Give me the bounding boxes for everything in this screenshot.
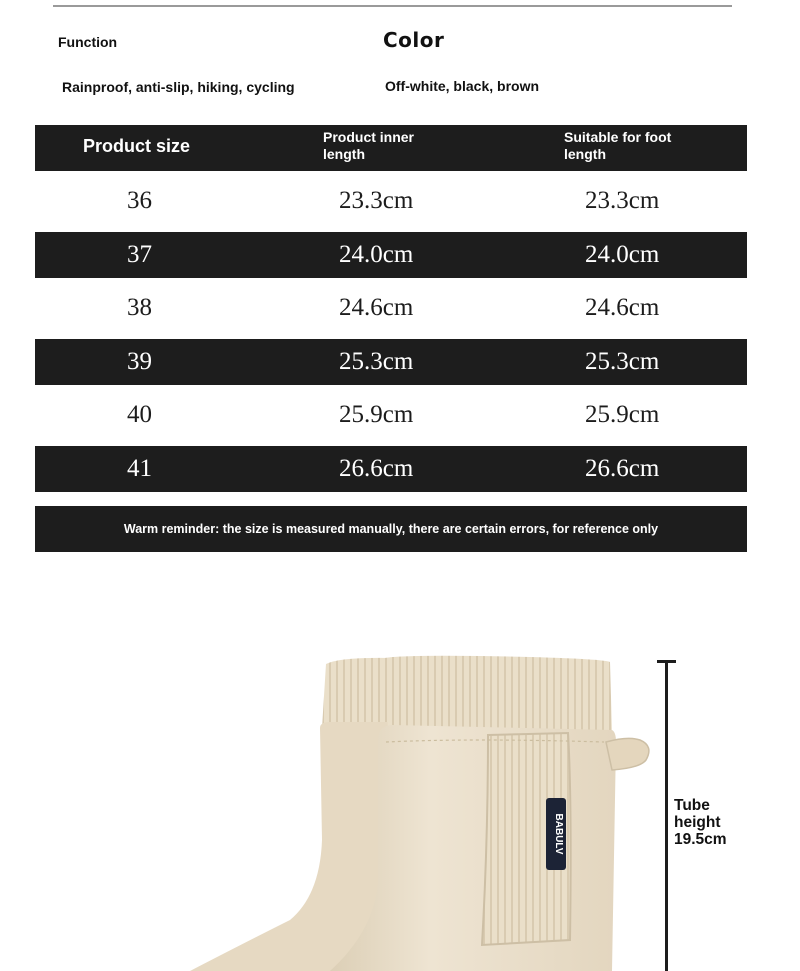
table-header-row — [35, 125, 747, 171]
size-table — [35, 125, 747, 492]
function-label: Function — [58, 34, 118, 50]
inner-length-cell: 25.3cm — [339, 348, 414, 375]
function-value: Rainproof, anti-slip, hiking, cycling — [62, 79, 295, 95]
tube-height-line — [665, 661, 668, 971]
header-inner-length: Product inner length — [323, 129, 415, 162]
foot-length-cell: 24.6cm — [585, 294, 660, 321]
foot-length-cell: 23.3cm — [585, 187, 660, 214]
boot-image — [0, 590, 800, 971]
size-cell: 36 — [127, 187, 152, 214]
header-foot-length: Suitable for foot length — [564, 129, 672, 162]
foot-length-cell: 25.3cm — [585, 348, 660, 375]
brand-tag-text: BABULV — [553, 813, 564, 855]
inner-length-cell: 24.6cm — [339, 294, 414, 321]
top-divider — [53, 5, 732, 7]
inner-length-cell: 23.3cm — [339, 187, 414, 214]
table-row — [35, 278, 747, 339]
header-product-size: Product size — [83, 136, 191, 156]
table-row — [35, 171, 747, 232]
foot-length-cell: 26.6cm — [585, 455, 660, 482]
inner-length-cell: 24.0cm — [339, 241, 414, 268]
front-boot-collar — [385, 656, 612, 732]
size-cell: 41 — [127, 455, 152, 482]
pull-tab — [606, 738, 649, 770]
inner-length-cell: 26.6cm — [339, 455, 414, 482]
color-label: Color — [383, 28, 445, 52]
table-row — [35, 339, 747, 385]
inner-length-cell: 25.9cm — [339, 401, 414, 428]
size-cell: 37 — [127, 241, 152, 268]
back-boot-collar — [322, 658, 392, 728]
color-value: Off-white, black, brown — [385, 78, 540, 94]
foot-length-cell: 25.9cm — [585, 401, 660, 428]
table-row — [35, 385, 747, 446]
table-row — [35, 232, 747, 278]
size-cell: 40 — [127, 401, 152, 428]
foot-length-cell: 24.0cm — [585, 241, 660, 268]
warm-reminder-banner: Warm reminder: the size is measured manually, there are certain errors, for reference only — [35, 506, 747, 552]
size-cell: 38 — [127, 294, 152, 321]
tube-height-label: Tube height 19.5cm — [674, 797, 727, 848]
table-row — [35, 446, 747, 492]
size-cell: 39 — [127, 348, 152, 375]
